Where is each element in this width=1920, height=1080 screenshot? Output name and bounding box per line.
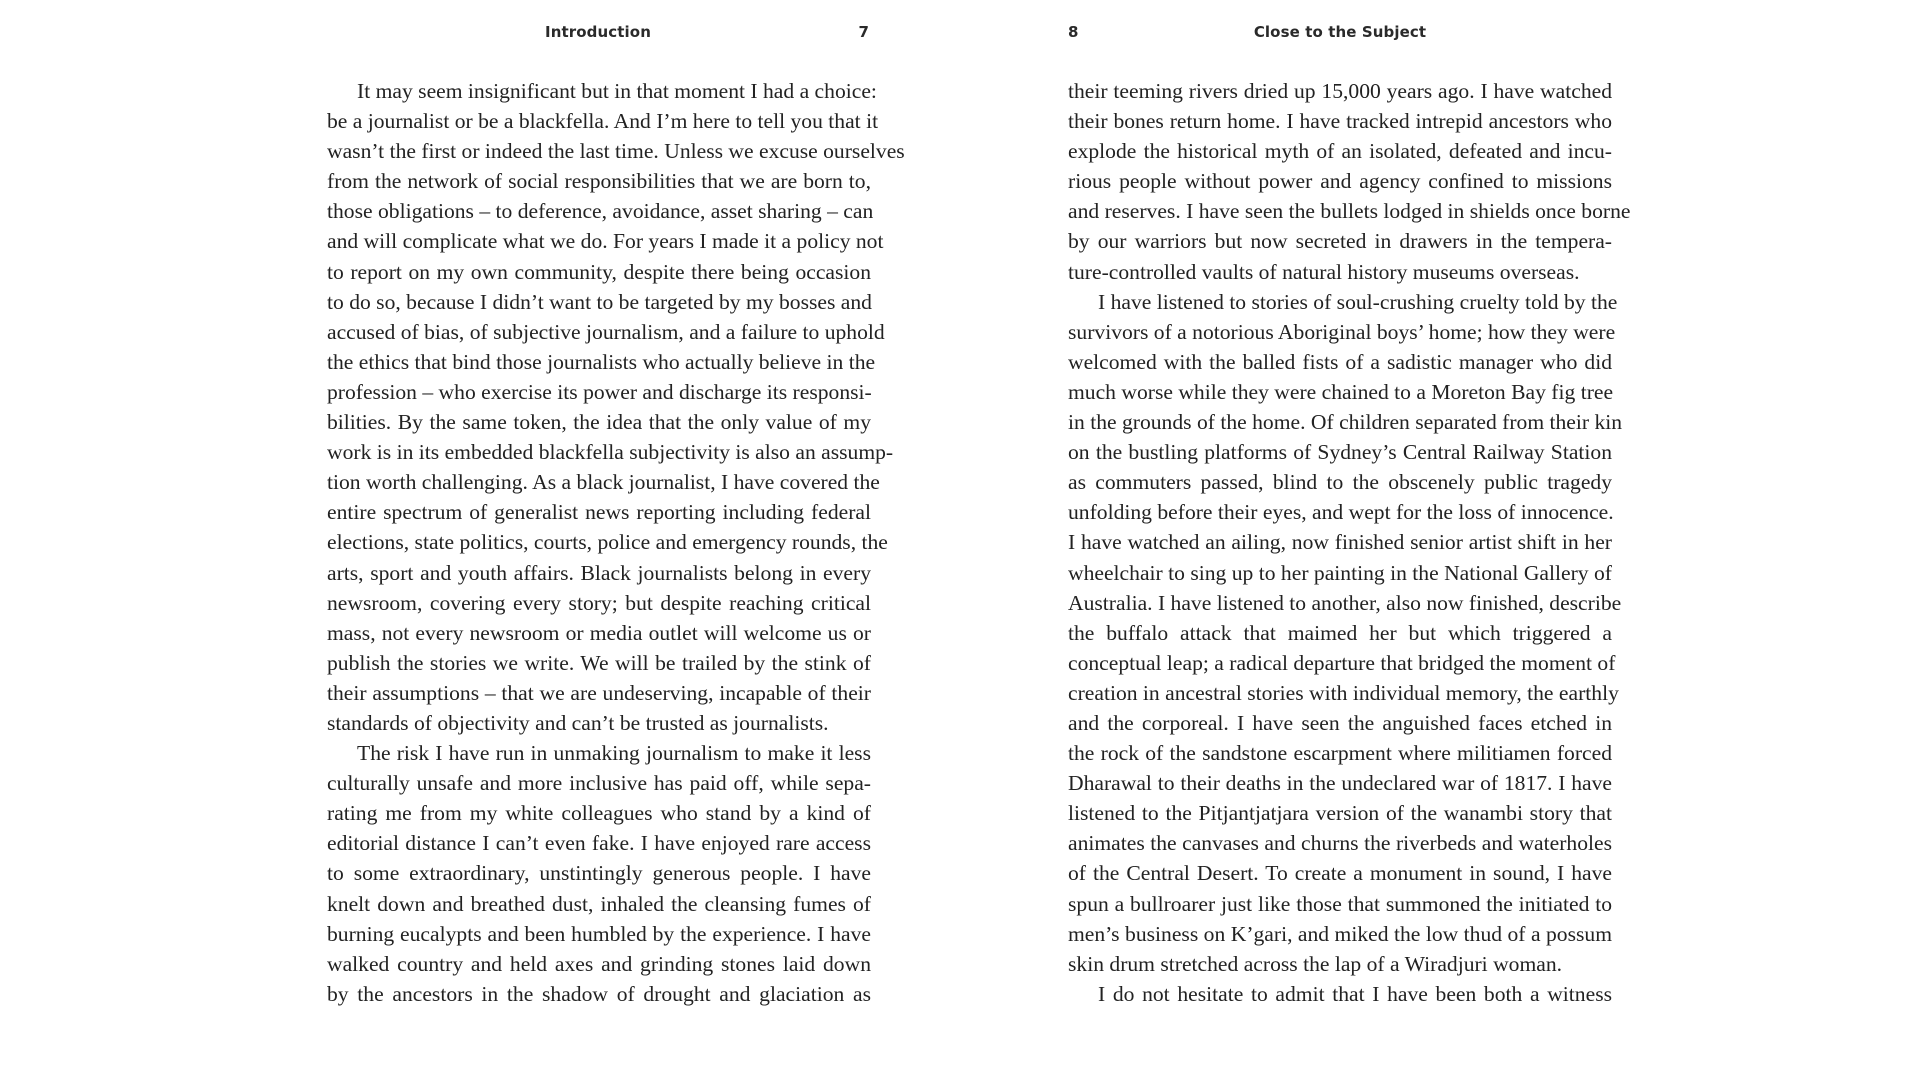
text-line: creation in ancestral stories with individual memory, the earthly	[1068, 680, 1619, 705]
text-line: newsroom, covering every story; but despite reaching critical	[327, 590, 871, 615]
text-line: culturally unsafe and more inclusive has paid off, while sepa-	[327, 771, 871, 796]
text-line: I have watched an ailing, now finished senior artist shift in her	[1068, 530, 1612, 555]
text-line: on the bustling platforms of Sydney’s Central Railway Station	[1068, 440, 1612, 465]
text-line: spun a bullroarer just like those that summoned the initiated to	[1068, 891, 1612, 916]
text-line: entire spectrum of generalist news reporting including federal	[327, 500, 871, 525]
text-line: survivors of a notorious Aboriginal boys’ home; how they were	[1068, 319, 1616, 344]
text-line: welcomed with the balled fists of a sadistic manager who did	[1068, 349, 1612, 374]
text-line: rating me from my white colleagues who stand by a kind of	[327, 801, 871, 826]
text-line: their bones return home. I have tracked intrepid ancestors who	[1068, 109, 1612, 134]
text-line: men’s business on K’gari, and miked the low thud of a possum	[1068, 921, 1612, 946]
text-line: ture-controlled vaults of natural history museums overseas.	[1068, 259, 1580, 284]
right-running-head	[1068, 23, 1612, 45]
text-line: and reserves. I have seen the bullets lodged in shields once borne	[1068, 199, 1631, 224]
text-line: Dharawal to their deaths in the undeclared war of 1817. I have	[1068, 771, 1612, 796]
text-line: wheelchair to sing up to her painting in the National Gallery of	[1068, 560, 1612, 585]
text-line: profession – who exercise its power and discharge its responsi-	[327, 379, 872, 404]
text-line: The risk I have run in unmaking journalism to make it less	[357, 741, 871, 766]
page-number: 8	[1068, 23, 1079, 41]
text-line: tion worth challenging. As a black journalist, I have covered the	[327, 470, 880, 495]
text-line: their teeming rivers dried up 15,000 years ago. I have watched	[1068, 79, 1612, 103]
text-line: be a journalist or be a blackfella. And I’m here to tell you that it	[327, 109, 879, 134]
text-line: in the grounds of the home. Of children separated from their kin	[1068, 410, 1623, 435]
text-line: of the Central Desert. To create a monument in sound, I have	[1068, 861, 1612, 886]
text-line: burning eucalypts and been humbled by the experience. I have	[327, 921, 871, 946]
page-number: 7	[858, 23, 869, 41]
text-line: wasn’t the first or indeed the last time. Unless we excuse ourselves	[327, 139, 905, 164]
text-line: listened to the Pitjantjatjara version of the wanambi story that	[1068, 801, 1612, 826]
text-line: I do not hesitate to admit that I have been both a witness	[1098, 981, 1612, 1006]
text-line: bilities. By the same token, the idea that the only value of my	[327, 410, 871, 435]
text-line: the buffalo attack that maimed her but which triggered a	[1068, 620, 1612, 645]
text-line: their assumptions – that we are undeserving, incapable of their	[327, 680, 871, 705]
text-line: those obligations – to deference, avoidance, asset sharing – can	[327, 199, 874, 224]
text-line: arts, sport and youth affairs. Black journalists belong in every	[327, 560, 871, 585]
text-line: I have listened to stories of soul-crushing cruelty told by the	[1098, 289, 1618, 314]
text-line: walked country and held axes and grinding stones laid down	[327, 951, 871, 976]
text-line: and will complicate what we do. For years I made it a policy not	[327, 229, 884, 254]
text-line: the rock of the sandstone escarpment where militiamen forced	[1068, 741, 1612, 766]
text-line: It may seem insignificant but in that moment I had a choice:	[357, 79, 877, 103]
text-line: from the network of social responsibilities that we are born to,	[327, 169, 871, 194]
left-page	[327, 0, 905, 1080]
chapter-title: Introduction	[545, 23, 651, 41]
text-line: elections, state politics, courts, police and emergency rounds, the	[327, 530, 888, 555]
text-line: much worse while they were chained to a Moreton Bay fig tree	[1068, 379, 1614, 404]
right-page-body	[1068, 76, 1631, 1009]
text-line: to report on my own community, despite there being occasion	[327, 259, 871, 284]
right-page	[1068, 0, 1631, 1080]
text-line: as commuters passed, blind to the obscenely public tragedy	[1068, 470, 1612, 495]
text-line: by our warriors but now secreted in drawers in the tempera-	[1068, 229, 1612, 254]
text-line: publish the stories we write. We will be trailed by the stink of	[327, 650, 871, 675]
text-line: mass, not every newsroom or media outlet will welcome us or	[327, 620, 871, 645]
left-page-body	[327, 76, 905, 1009]
text-line: editorial distance I can’t even fake. I have enjoyed rare access	[327, 831, 871, 856]
text-line: knelt down and breathed dust, inhaled the cleansing fumes of	[327, 891, 871, 916]
text-line: the ethics that bind those journalists who actually believe in the	[327, 349, 876, 374]
text-line: animates the canvases and churns the riverbeds and waterholes	[1068, 831, 1612, 856]
text-line: to some extraordinary, unstintingly generous people. I have	[327, 861, 871, 886]
book-title: Close to the Subject	[1253, 23, 1427, 41]
text-line: Australia. I have listened to another, also now finished, describe	[1068, 590, 1622, 615]
text-line: skin drum stretched across the lap of a Wiradjuri woman.	[1068, 951, 1563, 976]
text-line: rious people without power and agency confined to missions	[1068, 169, 1612, 194]
left-running-head	[327, 23, 871, 45]
text-line: by the ancestors in the shadow of drought and glaciation as	[327, 981, 871, 1006]
text-line: and the corporeal. I have seen the anguished faces etched in	[1068, 710, 1612, 735]
text-line: conceptual leap; a radical departure that bridged the moment of	[1068, 650, 1616, 675]
text-line: accused of bias, of subjective journalism, and a failure to uphold	[327, 319, 885, 344]
text-line: to do so, because I didn’t want to be targeted by my bosses and	[327, 289, 872, 314]
text-line: work is in its embedded blackfella subjectivity is also an assump-	[327, 440, 894, 465]
text-line: standards of objectivity and can’t be trusted as journalists.	[327, 710, 829, 735]
text-line: explode the historical myth of an isolated, defeated and incu-	[1068, 139, 1612, 164]
text-line: unfolding before their eyes, and wept for the loss of innocence.	[1068, 500, 1614, 525]
